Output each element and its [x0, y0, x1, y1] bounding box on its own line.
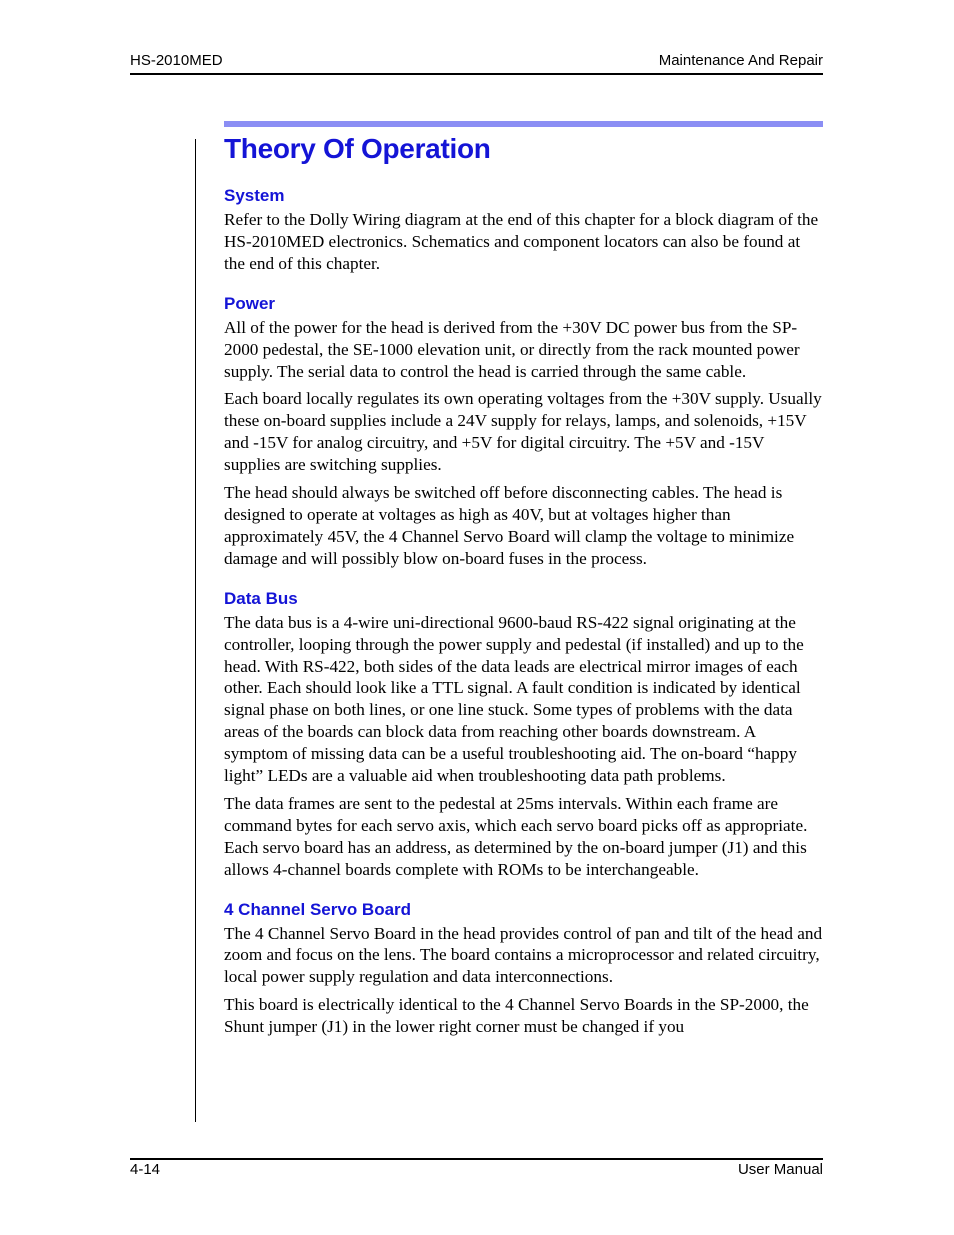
section-heading-servo-board: 4 Channel Servo Board	[224, 899, 412, 919]
data-bus-paragraph-1: The data bus is a 4-wire uni-directional 9600-baud RS-422 signal originating at the controller, looping through the power supply and pedestal (if installed) and up to the head. With RS-422, both sides of the data leads are electrical mirror images of each other. Each should look like a TTL signal. A fault condition is indicated by identical signal phase on both lines, or one line stuck. Some types of problems with the data areas of the boards can block data from reaching other boards downstream. A symptom of missing data can be a useful troubleshooting aid. The on-board “happy light” LEDs are a valuable aid when troubleshooting data path problems.	[224, 612, 804, 786]
running-header-right: Maintenance And Repair	[658, 52, 823, 69]
power-paragraph-2: Each board locally regulates its own operating voltages from the +30V supply. Usually these on-board supplies include a 24V supply for relays, lamps, and solenoids, +15V and -15V for analog circuitry, and +5V for digital circuitry. The +5V and -15V supplies are switching supplies.	[224, 389, 822, 475]
page-content	[224, 130, 823, 1044]
header-rule	[130, 73, 823, 75]
running-header-left: HS-2010MED	[130, 52, 223, 69]
running-footer-right: User Manual	[737, 1161, 823, 1178]
page-number: 4-14	[130, 1161, 161, 1178]
servo-board-paragraph-1: The 4 Channel Servo Board in the head provides control of pan and tilt of the head and zoom and focus on the lens. The board contains a microprocessor and related circuitry, local power supply regulation and data interconnections.	[224, 923, 823, 987]
section-heading-data-bus: Data Bus	[224, 588, 298, 608]
section-heading-system: System	[224, 186, 285, 205]
data-bus-paragraph-2: The data frames are sent to the pedestal at 25ms intervals. Within each frame are command bytes for each servo axis, which each servo board picks off as appropriate. Each servo board has an address, as determined by the on-board jumper (J1) and this allows 4-channel boards complete with ROMs to be interchangeable.	[224, 793, 808, 879]
title-accent-bar	[224, 121, 823, 127]
page-title: Theory Of Operation	[224, 133, 491, 164]
section-heading-power: Power	[224, 293, 276, 313]
margin-change-bar	[195, 139, 196, 1122]
power-paragraph-1: All of the power for the head is derived from the +30V DC power bus from the SP-2000 pedestal, the SE-1000 elevation unit, or directly from the rack mounted power supply. The serial data to control the head is carried through the same cable.	[224, 317, 800, 381]
system-paragraph-1: Refer to the Dolly Wiring diagram at the end of this chapter for a block diagram of the HS-2010MED electronics. Schematics and component locators can also be found at the end of this chapter.	[224, 210, 819, 273]
footer-rule	[130, 1158, 823, 1160]
power-paragraph-3: The head should always be switched off before disconnecting cables. The head is designed to operate at voltages as high as 40V, but at voltages higher than approximately 45V, the 4 Channel Servo Board will clamp the voltage to minimize damage and will possibly blow on-board fuses in the process.	[224, 483, 795, 568]
servo-board-paragraph-2: This board is electrically identical to the 4 Channel Servo Boards in the SP-2000, the Shunt jumper (J1) in the lower right corner must be changed if you	[224, 995, 809, 1037]
